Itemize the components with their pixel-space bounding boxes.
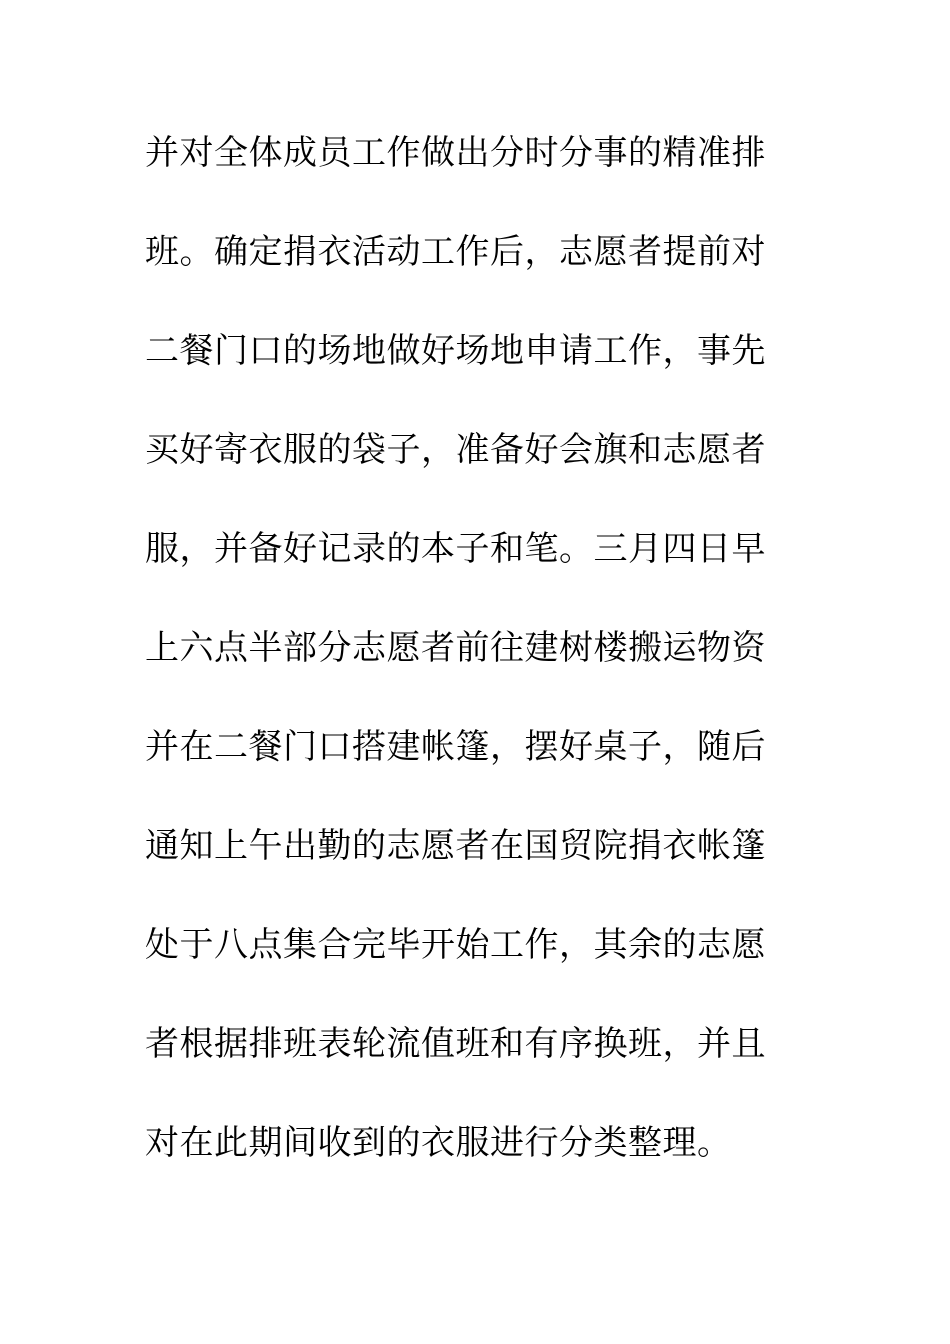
text-line: 处于八点集合完毕开始工作，其余的志愿 (145, 925, 766, 965)
text-line: 并在二餐门口搭建帐篷，摆好桌子，随后 (145, 727, 766, 767)
text-line: 对在此期间收到的衣服进行分类整理。 (145, 1123, 732, 1163)
text-line: 上六点半部分志愿者前往建树楼搬运物资 (145, 628, 766, 668)
body-paragraph (145, 120, 785, 1209)
text-line: 二餐门口的场地做好场地申请工作，事先 (145, 331, 766, 371)
text-line: 并对全体成员工作做出分时分事的精准排 (145, 133, 766, 173)
text-line: 买好寄衣服的袋子，准备好会旗和志愿者 (145, 430, 766, 470)
text-line: 者根据排班表轮流值班和有序换班，并且 (145, 1024, 766, 1064)
text-line: 服，并备好记录的本子和笔。三月四日早 (145, 529, 766, 569)
text-line: 通知上午出勤的志愿者在国贸院捐衣帐篷 (145, 826, 766, 866)
text-line: 班。确定捐衣活动工作后，志愿者提前对 (145, 232, 766, 272)
